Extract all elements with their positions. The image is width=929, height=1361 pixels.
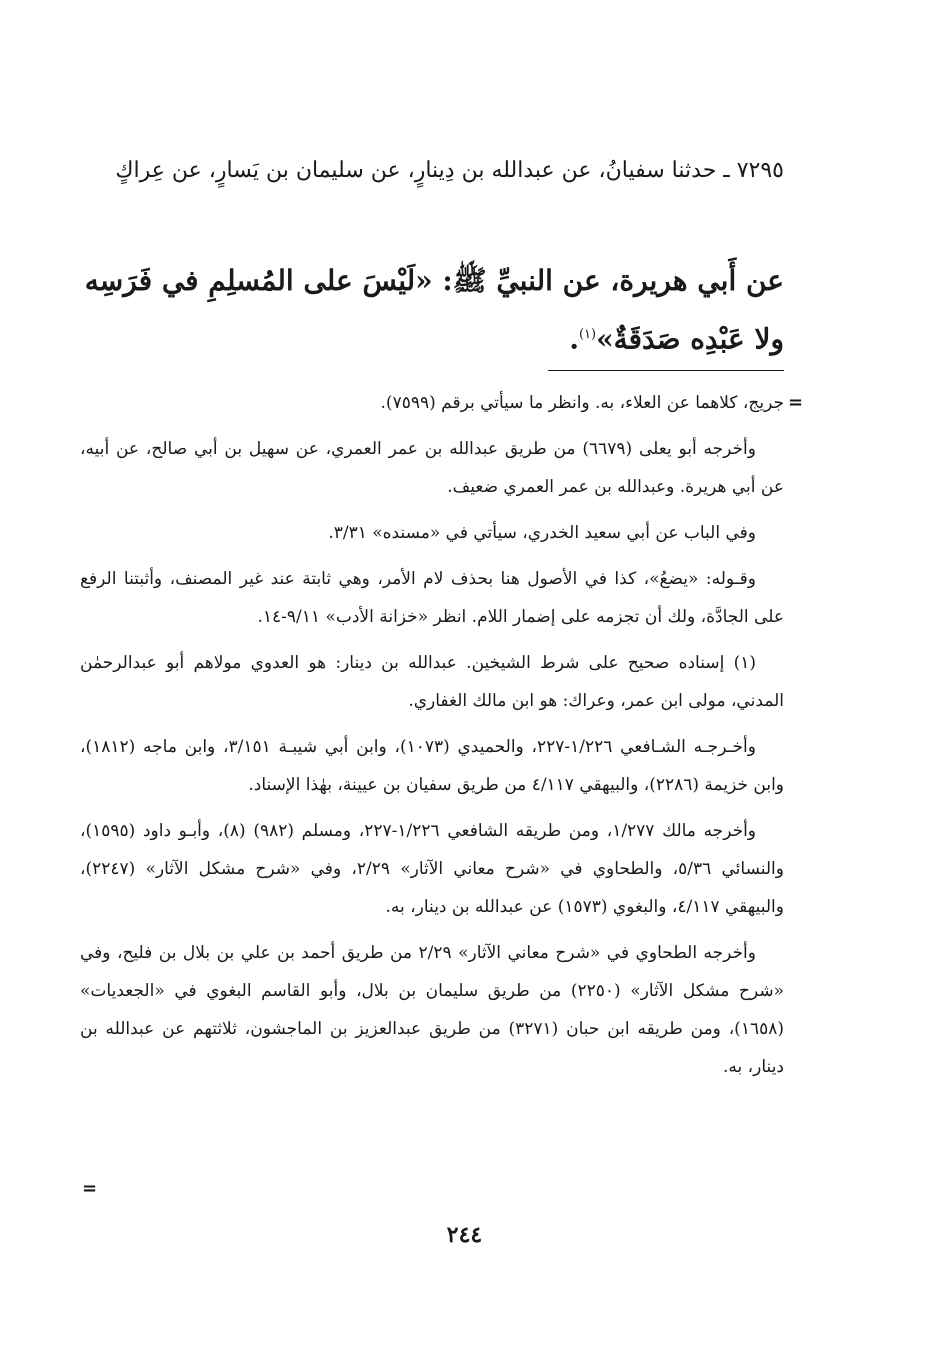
matn-full-stop: . <box>569 322 579 356</box>
footnote-separator <box>548 370 784 371</box>
footnote-reference: (١) <box>578 327 597 342</box>
footnote-paragraph: (١) إسناده صحيح على شرط الشيخين. عبدالله بن دينار: هو العدوي مولاهم أبو عبدالرحمٰن المدني، مولى ابن عمر، وعراك: هو ابن مالك الغفاري. <box>80 653 784 711</box>
page-number: ٢٤٤ <box>446 1222 483 1248</box>
footnotes <box>80 384 784 1094</box>
footnote-paragraph: وأخـرجـه الشـافعي ١/٢٢٦-٢٢٧، والحميدي (١٠٧٣)، وابن أبي شيبـة ٣/١٥١، وابن ماجه (١٨١٢)، وابن خزيمة (٢٢٨٦)، والبيهقي ٤/١١٧ من طريق سفيان بن عيينة، بهٰذا الإسناد. <box>80 737 784 795</box>
hadith-isnad: ٧٢٩٥ ـ حدثنا سفيانُ، عن عبدالله بن دِينارٍ، عن سليمان بن يَسارٍ، عن عِراكٍ <box>115 158 784 183</box>
footnote-paragraph: جريج، كلاهما عن العلاء، به. وانظر ما سيأتي برقم (٧٥٩٩). <box>380 393 784 413</box>
footnote-paragraph: وأخرجه مالك ١/٢٧٧، ومن طريقه الشافعي ١/٢٢٦-٢٢٧، ومسلم (٩٨٢) (٨)، وأبـو داود (١٥٩٥)، والنسائي ٥/٣٦، والطحاوي في «شرح معاني الآثار» ٢/٢٩، وفي «شرح مشكل الآثار» (٢٢٤٧)، والبيهقي ٤/١١٧، والبغوي (١٥٧٣) عن عبدالله بن دينار، به. <box>80 821 784 917</box>
hadith-matn <box>80 254 784 366</box>
continuation-marker-bottom: = <box>82 1178 98 1199</box>
continuation-marker-top: = <box>788 392 804 413</box>
footnote-paragraph: وأخرجه الطحاوي في «شرح معاني الآثار» ٢/٢٩ من طريق أحمد بن علي بن بلال بن فليح، وفي «شرح مشكل الآثار» (٢٢٥٠) من طريق سليمان بن بلال، وأبو القاسم البغوي في «الجعديات» (١٦٥٨)، ومن طريقه ابن حبان (٣٢٧١) من طريق عبدالعزيز بن الماجشون، ثلاثتهم عن عبدالله بن دينار، به. <box>80 943 784 1077</box>
hadith-matn-text: عن أَبي هريرة، عن النبيِّ ﷺ: «لَيْسَ على المُسلِمِ في فَرَسِه ولا عَبْدِه صَدَقَةٌ» <box>84 264 784 356</box>
footnote-paragraph: وأخرجه أبو يعلى (٦٦٧٩) من طريق عبدالله بن عمر العمري، عن سهيل بن أبي صالح، عن أبيه، عن أبي هريرة. وعبدالله بن عمر العمري ضعيف. <box>80 439 784 497</box>
footnote-paragraph: وقـوله: «يضعُ»، كذا في الأصول هنا بحذف لام الأمر، وهي ثابتة عند غير المصنف، وأثبتنا الرفع على الجادَّة، ولك أن تجزمه على إضمار اللام. انظر «خزانة الأدب» ٩/١١-١٤. <box>80 569 784 627</box>
footnote-paragraph: وفي الباب عن أبي سعيد الخدري، سيأتي في «مسنده» ٣/٣١. <box>328 523 756 543</box>
